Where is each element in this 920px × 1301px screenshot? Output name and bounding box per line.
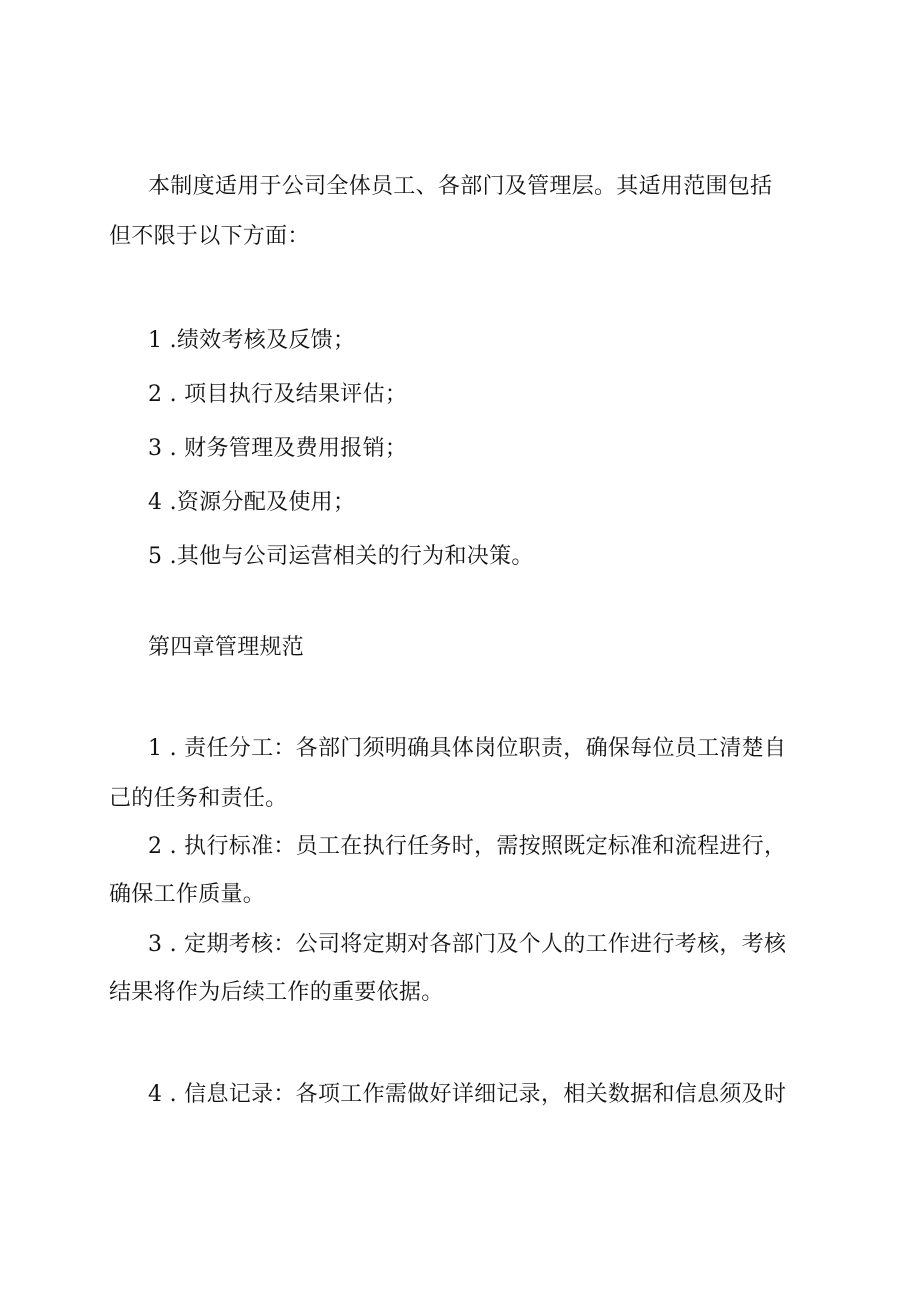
scope-item-1: 1 .绩效考核及反馈；: [148, 328, 356, 353]
rule-3-line-2: 结果将作为后续工作的重要依据。: [109, 980, 444, 1005]
scope-item-2: 2 . 项目执行及结果评估；: [148, 382, 408, 407]
rule-3-line-1: 3 . 定期考核：公司将定期对各部门及个人的工作进行考核，考核: [148, 932, 787, 957]
rule-4-line-1: 4 . 信息记录：各项工作需做好详细记录，相关数据和信息须及时: [148, 1082, 787, 1107]
scope-item-3: 3 . 财务管理及费用报销；: [148, 436, 408, 461]
intro-line-2: 但不限于以下方面：: [109, 224, 310, 249]
scope-item-4: 4 .资源分配及使用；: [148, 490, 356, 515]
scope-item-5: 5 .其他与公司运营相关的行为和决策。: [148, 544, 534, 569]
intro-line-1: 本制度适用于公司全体员工、各部门及管理层。其适用范围包括: [148, 174, 773, 199]
rule-1-line-1: 1 . 责任分工：各部门须明确具体岗位职责，确保每位员工清楚自: [148, 736, 787, 761]
rule-2-line-1: 2 . 执行标准：员工在执行任务时，需按照既定标准和流程进行，: [148, 834, 787, 859]
rule-1-line-2: 己的任务和责任。: [109, 786, 288, 811]
rule-2-line-2: 确保工作质量。: [109, 882, 266, 907]
chapter-heading: 第四章管理规范: [148, 635, 305, 660]
